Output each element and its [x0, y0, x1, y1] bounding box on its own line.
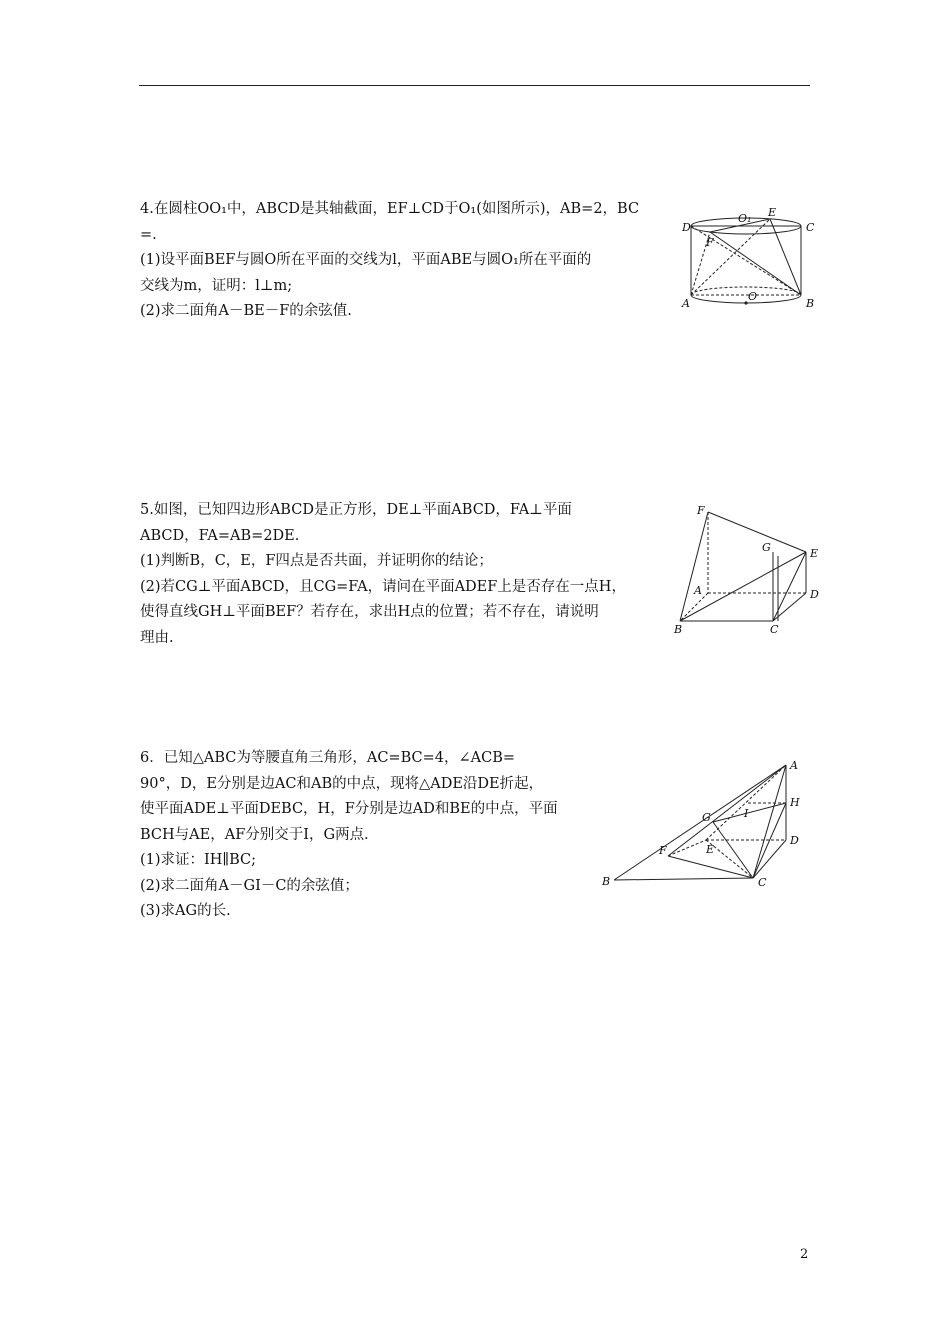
text-line: (3)求AG的长. [140, 903, 231, 919]
text-line: (2)求二面角A－GI－C的余弦值； [140, 877, 359, 894]
text-line: 交线为m，证明：l⊥m; [140, 277, 293, 294]
label-A: A [790, 759, 798, 772]
text-line: ABCD，FA=AB=2DE. [140, 527, 300, 544]
text-line: (2)求二面角A－BE－F的余弦值. [140, 303, 352, 319]
label-G: G [702, 811, 711, 824]
label-C: C [758, 876, 767, 889]
text-line: 90°，D，E分别是边AC和AB的中点，现将△ADE沿DE折起， [140, 775, 544, 792]
label-A: A [682, 297, 690, 310]
problem-6-text [140, 746, 590, 925]
label-F: F [706, 236, 714, 249]
label-B: B [806, 297, 815, 310]
folded-triangle-figure [598, 755, 813, 890]
label-O1: O₁ [738, 212, 752, 225]
label-I: I [744, 807, 749, 820]
label-O: O [748, 290, 758, 303]
label-D: D [790, 834, 799, 847]
header-rule [139, 85, 810, 86]
text-line: 5.如图，已知四边形ABCD是正方形，DE⊥平面ABCD，FA⊥平面 [140, 502, 572, 518]
text-line: 使平面ADE⊥平面DEBC，H，F分别是边AD和BE的中点，平面 [140, 801, 558, 817]
label-F: F [697, 504, 705, 517]
label-G: G [762, 541, 771, 554]
problem-5-text [140, 498, 660, 651]
text-line: BCH与AE，AF分别交于I，G两点. [140, 826, 369, 843]
label-B: B [674, 623, 683, 636]
label-D: D [682, 221, 691, 234]
text-line: 理由. [140, 629, 174, 646]
text-line: (1)设平面BEF与圆O所在平面的交线为l，平面ABE与圆O₁所在平面的 [140, 252, 592, 268]
label-E: E [768, 206, 777, 219]
text-line: =. [140, 226, 157, 243]
text-line: 使得直线GH⊥平面BEF？若存在，求出H点的位置；若不存在，请说明 [140, 604, 599, 620]
label-H: H [790, 796, 800, 809]
text-line: 6．已知△ABC为等腰直角三角形，AC=BC=4，∠ACB= [140, 750, 515, 766]
text-line: 4.在圆柱OO₁中，ABCD是其轴截面，EF⊥CD于O₁(如图所示)，AB=2，BC [140, 201, 640, 217]
square-prism-figure [670, 500, 830, 645]
label-C: C [770, 623, 779, 636]
text-line: (1)判断B，C，E，F四点是否共面，并证明你的结论； [140, 553, 493, 569]
page-number: 2 [800, 1247, 809, 1262]
label-D: D [810, 588, 819, 601]
label-B: B [602, 875, 611, 888]
text-line: (2)若CG⊥平面ABCD，且CG=FA，请问在平面ADEF上是否存在一点H， [140, 578, 626, 595]
label-C: C [806, 221, 815, 234]
cylinder-figure [680, 205, 830, 315]
label-A: A [694, 584, 702, 597]
problem-4-text [140, 197, 675, 325]
text-line: (1)求证：IH∥BC; [140, 852, 257, 868]
label-E: E [810, 547, 819, 560]
label-F: F [659, 844, 667, 857]
label-E: E [706, 843, 715, 856]
